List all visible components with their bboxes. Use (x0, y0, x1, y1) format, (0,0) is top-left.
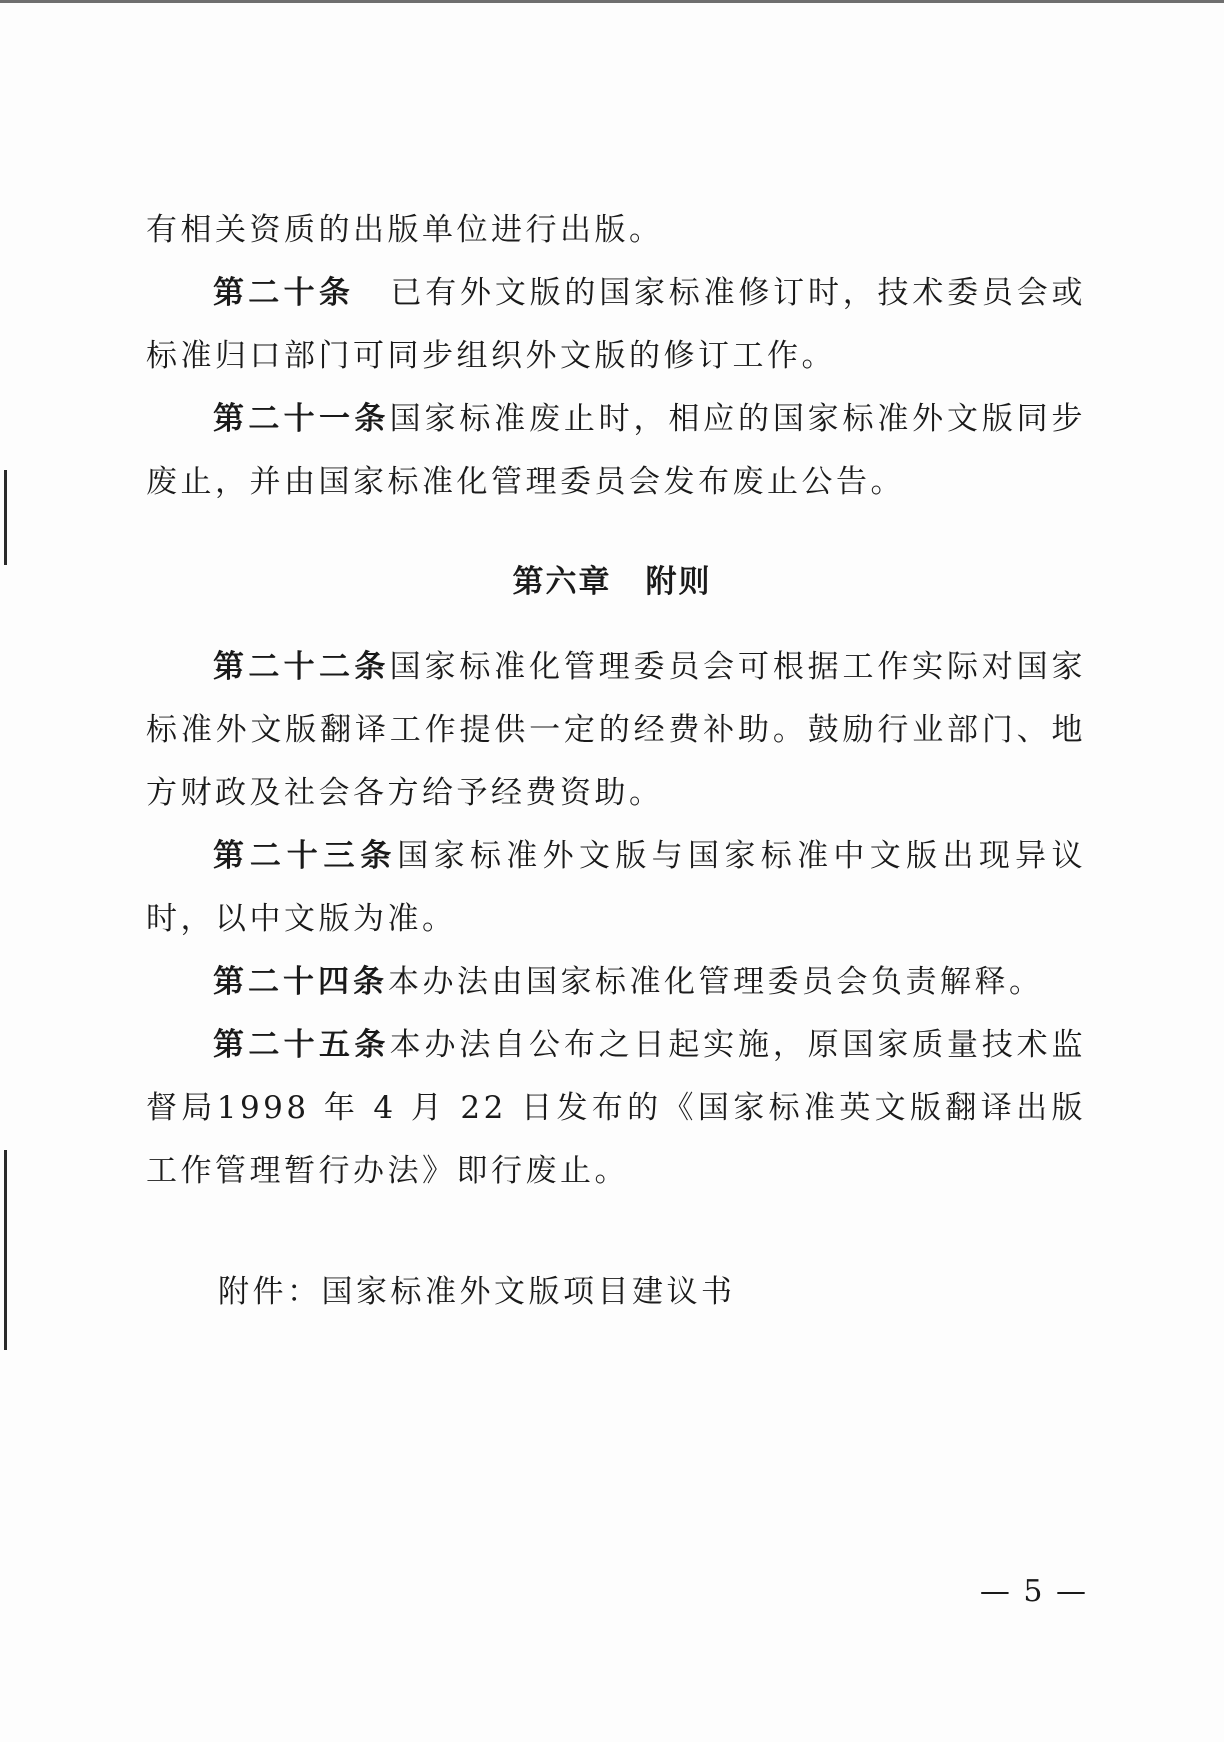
article-22 (146, 636, 1086, 825)
article-25 (146, 1014, 1086, 1203)
chapter-title: 附则 (645, 564, 712, 600)
article-number: 第二十五条 (213, 1027, 390, 1063)
article-text: 国家标准废止时，相应的国家标准外文版同步废止，并由国家标准化管理委员会发布废止公告。 (146, 401, 1087, 500)
article-20 (146, 262, 1086, 388)
chapter-number: 第六章 (512, 564, 612, 600)
article-number: 第二十条 (213, 275, 355, 311)
articles-block-2 (146, 636, 1086, 1203)
article-number: 第二十一条 (213, 401, 390, 437)
scan-binding-mark (4, 470, 7, 565)
article-text: 已有外文版的国家标准修订时，技术委员会或标准归口部门可同步组织外文版的修订工作。 (146, 275, 1087, 374)
scan-binding-mark (4, 1150, 7, 1350)
attachment-line: 附件：国家标准外文版项目建议书 (218, 1274, 736, 1310)
continuation-paragraph: 有相关资质的出版单位进行出版。 (146, 212, 664, 248)
scan-top-edge (0, 0, 1224, 3)
article-24 (146, 951, 1086, 1014)
articles-block-1 (146, 199, 1086, 514)
article-text: 国家标准化管理委员会可根据工作实际对国家标准外文版翻译工作提供一定的经费补助。鼓励行业部门、地方财政及社会各方给予经费资助。 (146, 649, 1087, 811)
page-number: — 5 — (979, 1574, 1088, 1609)
article-21 (146, 388, 1086, 514)
article-number: 第二十四条 (213, 964, 388, 1000)
article-text: 本办法自公布之日起实施，原国家质量技术监督局1998 年 4 月 22 日发布的《国家标准英文版翻译出版工作管理暂行办法》即行废止。 (146, 1027, 1087, 1189)
chapter-heading (0, 556, 1224, 601)
article-number: 第二十三条 (213, 838, 398, 874)
article-text: 本办法由国家标准化管理委员会负责解释。 (388, 964, 1044, 1000)
article-text: 国家标准外文版与国家标准中文版出现异议时，以中文版为准。 (146, 838, 1087, 937)
article-number: 第二十二条 (213, 649, 390, 685)
article-23 (146, 825, 1086, 951)
